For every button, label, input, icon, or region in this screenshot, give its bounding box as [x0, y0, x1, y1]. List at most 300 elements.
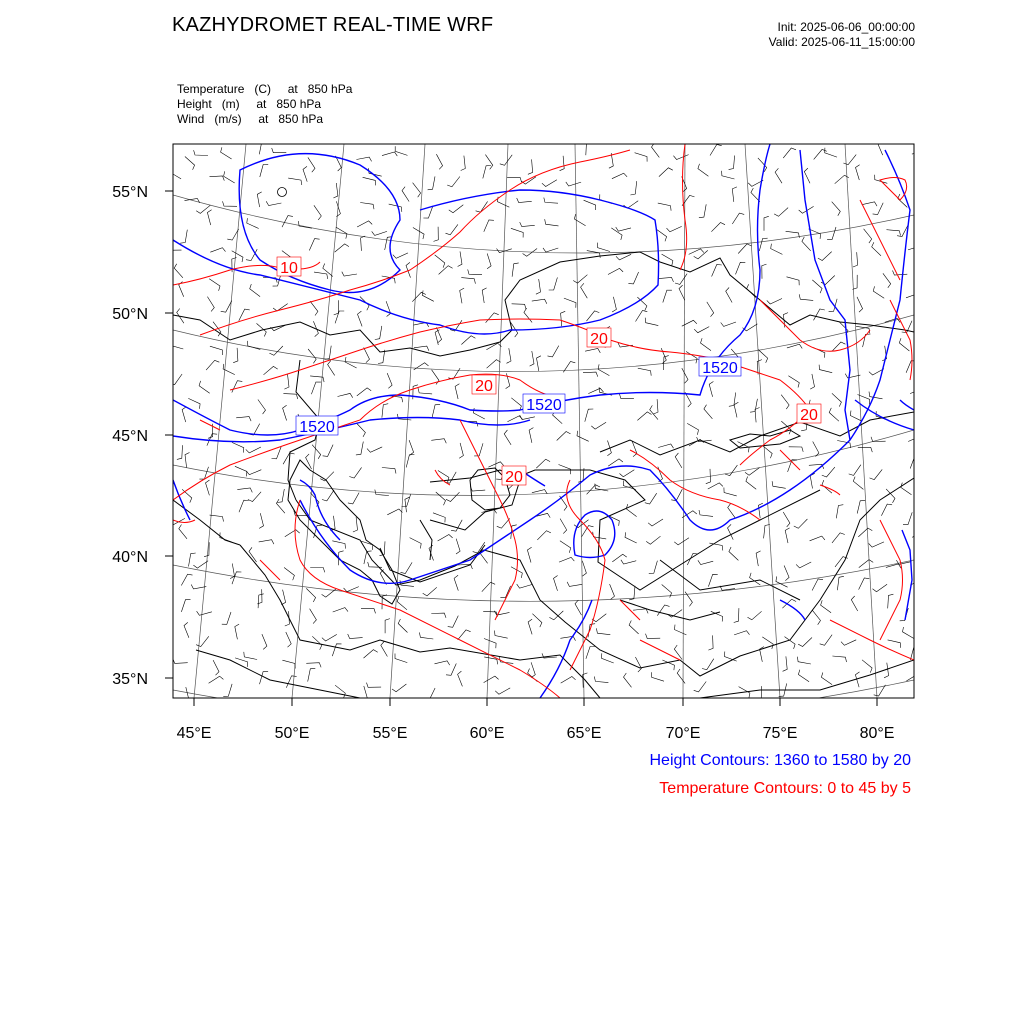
wind-barb	[209, 676, 224, 683]
wind-barb	[483, 166, 491, 179]
wind-barb	[583, 372, 598, 377]
wind-barb	[564, 298, 576, 308]
wind-barb	[461, 156, 466, 171]
wind-barb	[310, 609, 317, 624]
wind-barb	[722, 171, 735, 179]
wind-barb	[667, 226, 682, 231]
wind-barb	[686, 352, 697, 364]
wind-barb	[821, 673, 832, 685]
wind-barb	[734, 608, 739, 622]
lon-label-80e: 80°E	[859, 725, 895, 742]
wind-barb	[612, 173, 627, 179]
wind-barb	[360, 541, 372, 550]
wind-barb	[308, 349, 316, 363]
field-temperature: Temperature (C) at 850 hPa	[177, 82, 353, 96]
wind-barb	[841, 640, 856, 646]
wind-barb	[560, 636, 575, 640]
wind-barb	[511, 228, 523, 237]
wind-barb	[694, 250, 708, 259]
wind-barb	[832, 656, 846, 662]
wind-barb	[858, 447, 873, 452]
wind-barb	[333, 608, 348, 612]
wind-barb	[629, 621, 639, 634]
wind-barb	[486, 343, 501, 350]
wind-barb	[257, 192, 261, 207]
wind-barb	[209, 279, 220, 291]
wind-barb	[520, 222, 535, 227]
wind-barb	[624, 673, 632, 687]
wind-barb	[798, 670, 809, 682]
wind-barb	[537, 356, 541, 371]
wind-barb	[232, 572, 241, 584]
wind-barb	[382, 404, 388, 418]
wind-barb	[758, 503, 763, 518]
wind-barb	[382, 152, 397, 156]
lat-label-50n: 50°N	[112, 306, 148, 323]
wind-barb	[194, 150, 208, 155]
wind-barb	[832, 393, 842, 406]
wind-barb	[395, 146, 407, 155]
height-label-1520-c: 1520	[702, 360, 738, 377]
wind-barb	[587, 311, 600, 321]
wind-barb	[711, 223, 725, 232]
wind-barb	[167, 246, 182, 251]
wind-barb	[206, 480, 210, 495]
wind-barb	[612, 554, 627, 562]
wind-barb	[389, 204, 402, 212]
wind-barb	[885, 318, 900, 322]
wind-barb	[410, 538, 422, 549]
wind-barb	[694, 327, 709, 333]
wind-barb	[586, 647, 595, 659]
wind-barb	[364, 348, 370, 363]
wind-barb	[732, 187, 737, 202]
wind-barb	[658, 203, 671, 211]
wind-barb	[675, 625, 687, 635]
wind-barb	[257, 589, 262, 604]
wind-barb	[629, 586, 635, 600]
wind-barb	[446, 492, 460, 501]
wind-barb	[335, 244, 349, 252]
wind-barb	[837, 576, 844, 590]
lat-label-45n: 45°N	[112, 428, 148, 445]
wind-barb	[869, 542, 884, 547]
wind-barb	[910, 389, 925, 394]
wind-barb	[223, 684, 232, 697]
wind-barb	[788, 376, 799, 388]
wind-barb	[288, 178, 302, 185]
wind-barb	[461, 278, 475, 284]
wind-barb	[320, 472, 334, 481]
wind-barb	[559, 557, 574, 562]
wind-barb	[482, 582, 495, 592]
wind-barb	[322, 490, 334, 501]
wind-barb	[616, 227, 631, 231]
wind-barb	[820, 635, 832, 646]
wind-barb	[859, 560, 873, 568]
wind-barb	[484, 220, 494, 232]
wind-barb	[461, 336, 475, 345]
wind-barb	[561, 311, 566, 326]
wind-barb	[419, 632, 433, 639]
wind-barb	[689, 439, 704, 446]
wind-barb	[413, 183, 421, 198]
wind-barb	[616, 254, 631, 260]
wind-barb	[584, 200, 596, 210]
wind-barb	[537, 531, 551, 540]
wind-barb	[736, 262, 746, 274]
wind-barb	[836, 505, 843, 519]
wind-barb	[412, 292, 426, 301]
wind-barb	[728, 524, 734, 539]
wind-barb	[361, 236, 366, 251]
wind-barb	[858, 528, 872, 537]
lon-label-75e: 75°E	[762, 725, 798, 742]
wind-barb	[246, 447, 261, 453]
wind-barb	[671, 489, 682, 501]
wind-barb	[746, 477, 756, 490]
wind-barb	[598, 243, 610, 252]
wind-barb	[381, 642, 388, 657]
wind-barb	[334, 300, 339, 315]
wind-barb	[387, 373, 392, 388]
wind-barb	[180, 230, 187, 244]
wind-barb	[782, 599, 796, 608]
wind-barb	[468, 269, 482, 274]
wind-barb	[559, 465, 571, 475]
wind-barb	[675, 274, 687, 285]
wind-barb	[544, 198, 558, 204]
wind-barb	[389, 396, 403, 403]
wind-barb	[258, 594, 264, 608]
wind-barb	[635, 657, 641, 672]
wind-barb	[789, 447, 803, 452]
lon-label-65e: 65°E	[566, 725, 602, 742]
wind-barb	[356, 442, 363, 455]
wind-barb	[577, 431, 589, 442]
wind-barb	[548, 346, 559, 357]
wind-barb	[382, 468, 396, 474]
wind-barb	[596, 628, 610, 634]
wind-barb	[888, 594, 894, 608]
temperature-contour-legend: Temperature Contours: 0 to 45 by 5	[659, 780, 911, 797]
lon-label-50e: 50°E	[274, 725, 310, 742]
wind-barb	[311, 382, 321, 394]
wind-barb	[734, 631, 749, 635]
wind-barb	[810, 374, 814, 389]
wind-barb	[237, 488, 252, 493]
wind-barb	[210, 176, 225, 181]
wind-barb	[610, 584, 615, 599]
wind-barb	[873, 584, 888, 592]
wind-barb	[446, 224, 458, 234]
wind-barb	[652, 143, 660, 157]
wind-barb	[259, 513, 263, 528]
wind-barb	[783, 656, 788, 671]
wind-barb	[335, 685, 345, 698]
wind-barb	[224, 171, 235, 183]
wind-barb	[545, 219, 559, 226]
wind-barb	[560, 519, 567, 534]
wind-barb	[360, 203, 374, 210]
wind-barb	[310, 568, 325, 573]
wind-barb	[285, 530, 300, 537]
wind-barb	[428, 176, 435, 189]
wind-barb	[602, 653, 614, 663]
wind-barb	[222, 612, 231, 624]
wind-barb	[659, 277, 674, 282]
wind-barb	[594, 677, 608, 683]
wind-barb	[914, 420, 929, 425]
wind-barb	[259, 540, 274, 544]
wind-barb	[529, 428, 533, 443]
wind-barb	[248, 492, 261, 502]
wind-barb	[298, 221, 312, 228]
wind-barb	[750, 399, 757, 412]
wind-barb	[646, 634, 661, 639]
wind-barb	[653, 399, 658, 414]
wind-barb	[725, 465, 737, 476]
wind-barb	[284, 374, 289, 389]
wind-barb	[322, 634, 337, 641]
lon-label-70e: 70°E	[665, 725, 701, 742]
wind-barb	[536, 279, 541, 294]
lon-label-60e: 60°E	[469, 725, 505, 742]
wind-barb	[422, 290, 434, 301]
wind-barb	[813, 442, 819, 457]
wind-barb	[303, 166, 307, 181]
wind-barb	[532, 299, 547, 304]
temp-label-10: 10	[280, 260, 298, 277]
wind-barb	[633, 609, 648, 614]
wind-barb	[708, 483, 723, 489]
wind-barb	[458, 630, 471, 640]
wind-barb	[173, 659, 188, 664]
wind-barb	[432, 404, 440, 417]
wind-barb	[448, 616, 459, 628]
wind-barb	[266, 201, 281, 205]
wind-barb	[517, 584, 532, 588]
field-height: Height (m) at 850 hPa	[177, 97, 322, 111]
axis-ticks	[165, 191, 877, 706]
wind-barb	[447, 177, 460, 187]
wind-barb	[520, 415, 535, 419]
temp-label-20-b: 20	[475, 378, 493, 395]
wind-barb	[308, 157, 315, 172]
wind-barb	[532, 614, 542, 627]
wind-barb	[459, 443, 463, 458]
wind-barb	[332, 644, 341, 656]
wind-barb	[560, 156, 565, 171]
wind-barb	[783, 512, 790, 527]
wind-barb	[387, 509, 402, 515]
wind-barb	[646, 536, 660, 544]
wind-barb	[899, 338, 909, 351]
wind-barb	[687, 423, 698, 434]
wind-barb	[785, 637, 796, 649]
wind-barb	[193, 561, 208, 568]
wind-barb	[582, 526, 594, 537]
wind-barb	[386, 301, 391, 316]
wind-barb	[759, 238, 767, 251]
lon-label-45e: 45°E	[176, 725, 212, 742]
wind-barb	[910, 456, 920, 468]
wind-barb	[232, 442, 244, 452]
wind-barb	[694, 682, 707, 692]
wind-barb	[314, 272, 328, 279]
wind-barb	[857, 297, 863, 312]
wind-barb	[524, 308, 532, 322]
lon-label-55e: 55°E	[372, 725, 408, 742]
wind-barb	[445, 472, 456, 483]
wind-barb	[812, 579, 823, 591]
wind-barb	[625, 532, 637, 543]
wind-barb	[862, 660, 872, 673]
wind-barb	[260, 164, 268, 177]
wind-barb	[908, 246, 923, 250]
wind-barb	[276, 499, 285, 513]
wind-barb	[883, 273, 891, 288]
wind-barb	[554, 576, 558, 591]
wind-barb	[356, 423, 365, 437]
wind-barb	[612, 297, 616, 312]
wind-barb	[699, 204, 706, 217]
wind-barb	[272, 148, 287, 153]
wind-barb	[756, 551, 761, 566]
wind-barb	[812, 610, 820, 624]
wind-barb	[750, 573, 761, 585]
wind-barb	[582, 561, 586, 576]
wind-barb	[314, 205, 321, 220]
wind-barb	[659, 168, 673, 177]
wind-barb	[797, 657, 811, 664]
wind-barb	[878, 140, 883, 155]
wind-barb	[392, 684, 406, 692]
wind-barb	[323, 264, 333, 277]
wind-barb	[221, 147, 232, 159]
wind-barb	[406, 455, 414, 468]
wind-barb	[375, 326, 382, 340]
wind-barb	[282, 216, 293, 228]
wind-barb	[258, 400, 266, 415]
wind-barb	[875, 175, 888, 184]
wind-barb	[353, 517, 358, 532]
wind-barb	[367, 683, 382, 688]
valid-time: Valid: 2025-06-11_15:00:00	[768, 35, 915, 49]
wind-barb	[853, 477, 863, 490]
wind-barb	[367, 447, 382, 452]
wind-barb	[701, 338, 712, 350]
wind-barb	[436, 492, 446, 505]
wind-barb	[451, 520, 462, 531]
wind-barb	[575, 600, 582, 615]
wind-barb	[398, 619, 407, 633]
wind-barb	[250, 284, 260, 297]
wind-barb	[179, 525, 187, 539]
wind-barb	[306, 663, 321, 668]
wind-barb	[887, 230, 901, 236]
wind-barb	[527, 547, 531, 562]
wind-barb	[663, 290, 672, 302]
wind-barb	[637, 412, 651, 421]
wind-barb	[709, 382, 713, 397]
wind-barb	[487, 254, 491, 269]
wind-barb	[235, 466, 247, 476]
wind-barb	[825, 148, 837, 157]
wind-barb	[898, 194, 908, 207]
wind-barb	[829, 408, 839, 421]
wind-barb	[776, 576, 788, 587]
wind-barb	[632, 441, 637, 456]
wind-barb	[357, 388, 371, 396]
wind-barb	[283, 394, 297, 399]
wind-barb	[281, 590, 285, 605]
wind-barb	[573, 275, 587, 283]
wind-barb	[812, 280, 822, 293]
wind-barb	[185, 687, 189, 702]
wind-barb	[832, 533, 845, 543]
wind-barb	[649, 561, 658, 574]
wind-barb	[635, 153, 648, 162]
wind-barb	[704, 405, 713, 419]
wind-barb	[170, 167, 181, 179]
wind-barb	[585, 409, 594, 422]
temp-label-20-a: 20	[590, 331, 608, 348]
wind-barb	[382, 595, 387, 609]
wind-barb	[485, 155, 492, 170]
wind-barb	[853, 252, 858, 267]
wind-barb	[794, 519, 808, 528]
wind-barb	[608, 459, 623, 466]
wind-barb	[630, 181, 636, 195]
wind-barb	[796, 562, 811, 568]
chart-title: KAZHYDROMET REAL-TIME WRF	[172, 14, 494, 36]
wind-barb	[566, 182, 581, 186]
wind-barb	[223, 201, 238, 206]
wind-barb	[244, 652, 257, 660]
wind-barb	[413, 228, 424, 240]
wind-barb	[710, 145, 722, 156]
wind-barb	[762, 445, 772, 458]
wind-barb	[813, 347, 825, 357]
wind-barb	[787, 277, 800, 285]
wind-barb	[804, 168, 810, 183]
wind-barb	[246, 470, 261, 475]
wind-barb	[673, 155, 688, 160]
wind-barb	[530, 351, 534, 366]
wind-barb	[500, 155, 512, 166]
wind-barb	[312, 445, 321, 459]
wind-barb	[458, 251, 462, 266]
wind-barb	[587, 485, 600, 495]
wind-barb	[460, 288, 464, 303]
wind-barb	[259, 141, 267, 154]
wind-barb	[903, 512, 912, 524]
wind-barb	[423, 587, 437, 596]
wind-barb	[207, 210, 211, 225]
wind-barb	[708, 574, 717, 586]
wind-barb	[361, 608, 376, 613]
wind-barb	[699, 510, 713, 516]
wind-barb	[207, 297, 214, 312]
wind-barb	[689, 249, 704, 255]
wind-barb	[482, 288, 486, 303]
wind-barb	[707, 302, 714, 317]
wind-barb	[857, 500, 865, 513]
wind-barb	[348, 634, 363, 639]
wind-barb	[342, 272, 357, 276]
wind-barb	[832, 202, 841, 216]
